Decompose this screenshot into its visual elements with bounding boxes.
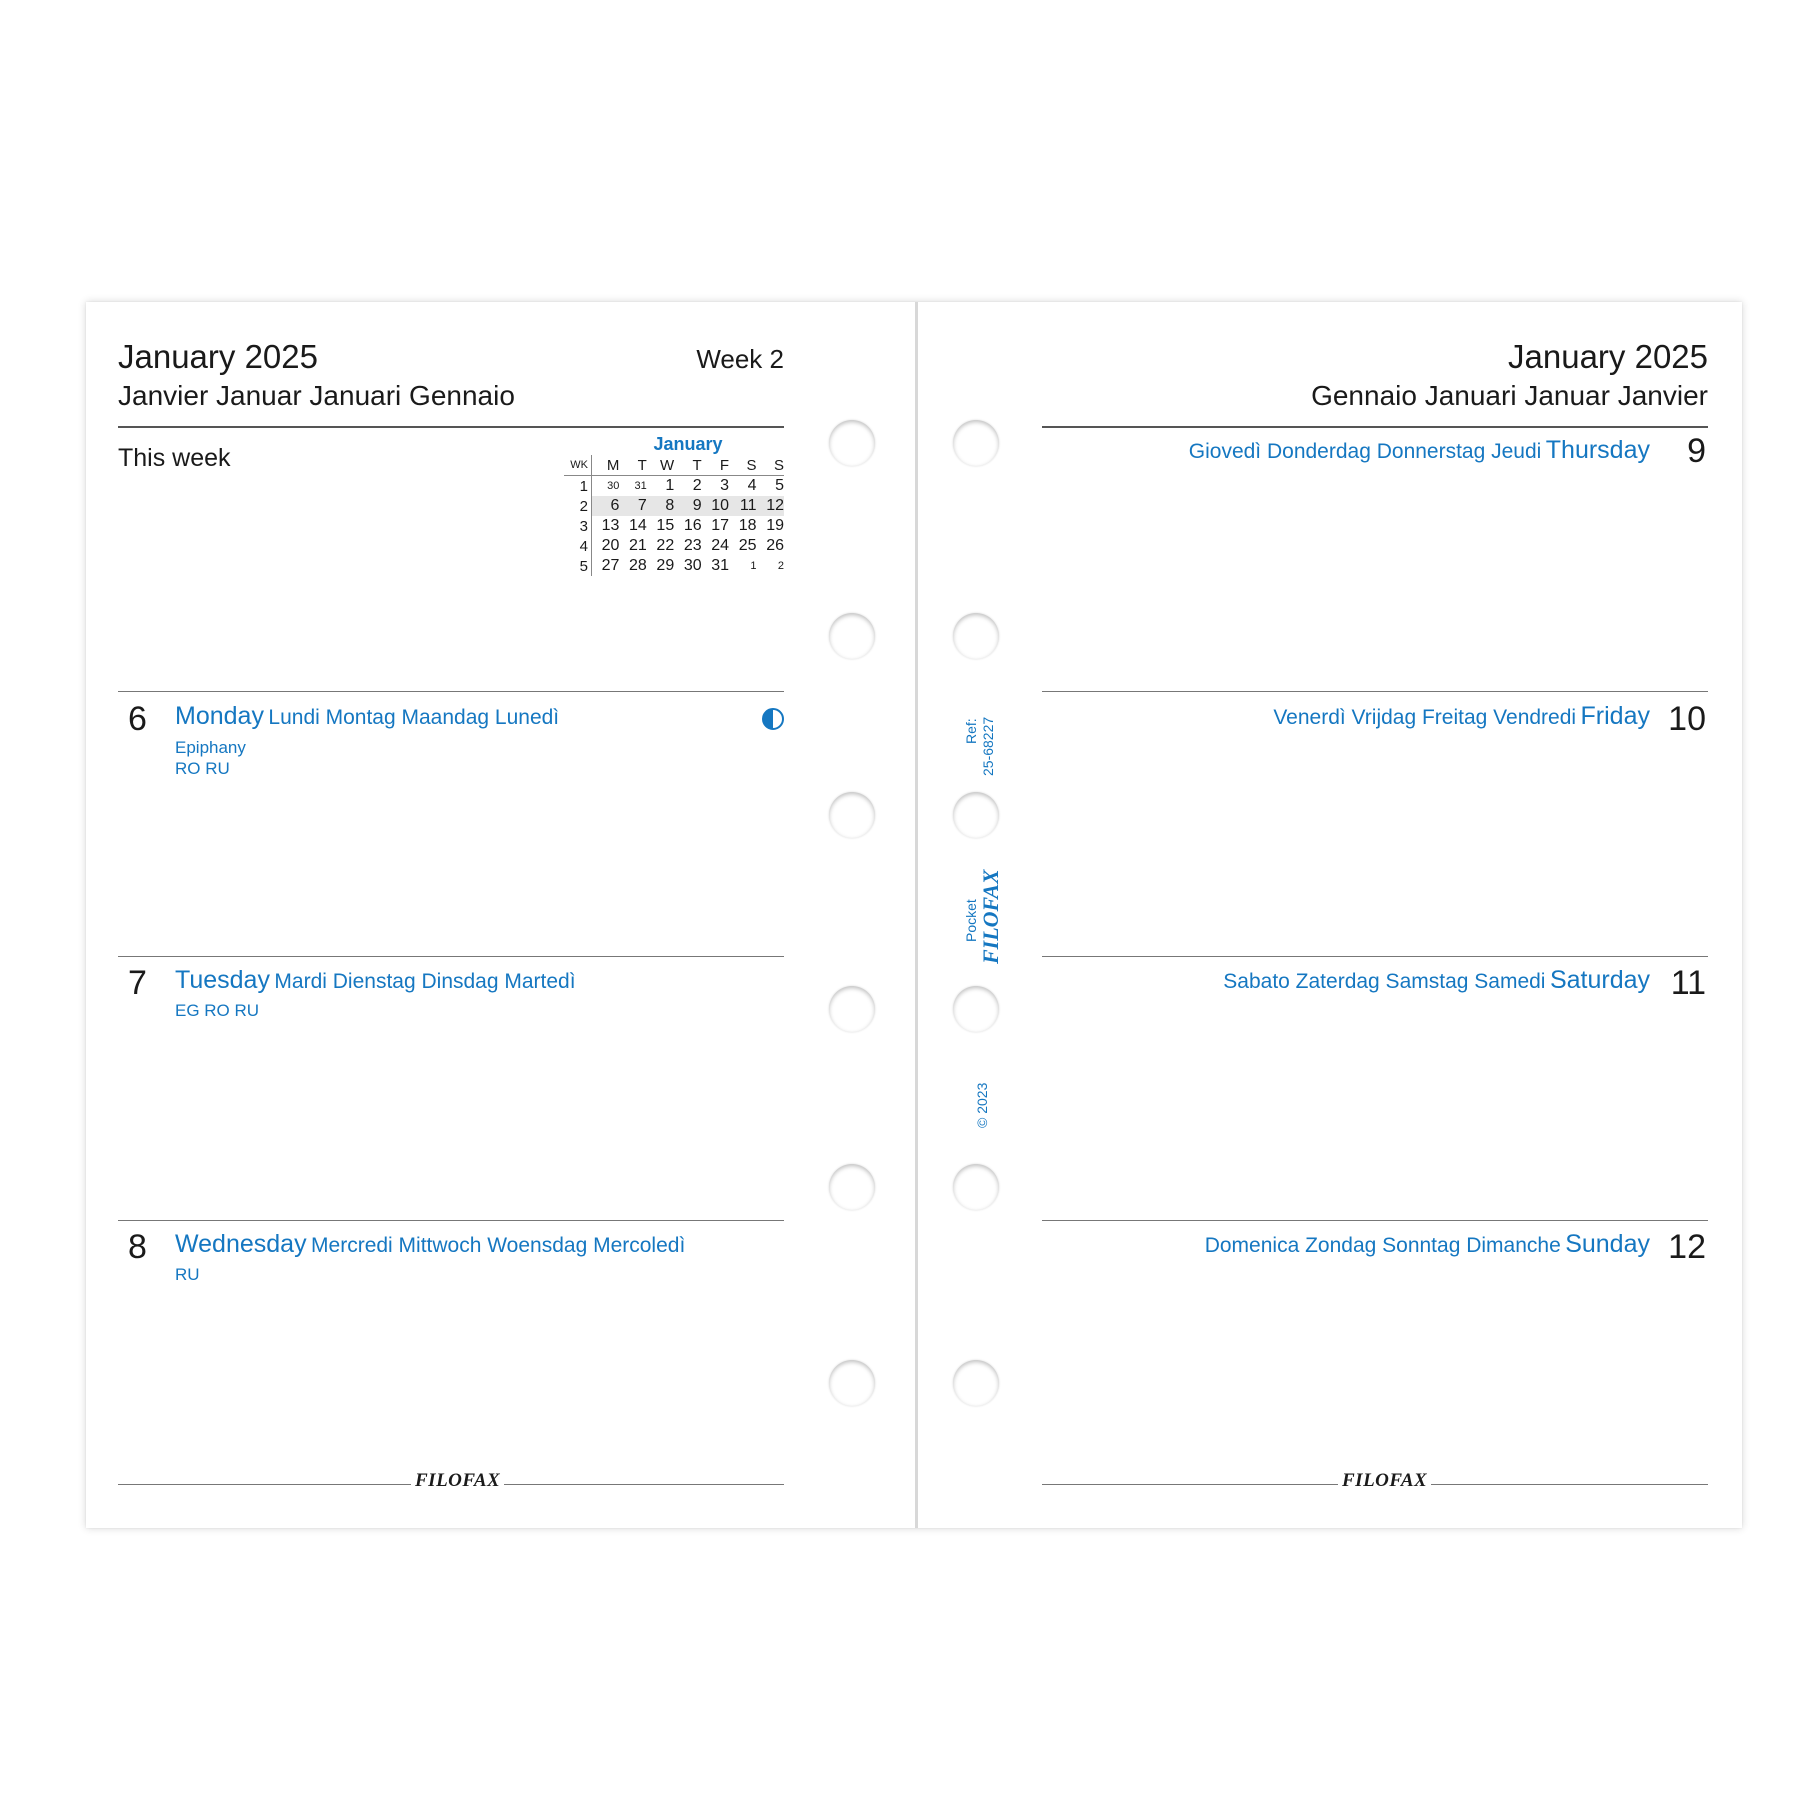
week-number: 5: [564, 556, 591, 576]
calendar-day: 6: [591, 496, 619, 516]
calendar-day: 1: [750, 560, 757, 572]
ring-hole: [953, 1164, 999, 1210]
day-name-tuesday: [175, 966, 576, 995]
right-page-title: January 2025: [1508, 338, 1708, 375]
mini-calendar-header: W: [647, 455, 674, 476]
week-label: Week 2: [696, 344, 784, 374]
day-name-translations: Mardi Dienstag Dinsdag Martedì: [274, 970, 576, 993]
calendar-day: 16: [683, 517, 702, 534]
calendar-day: 12: [756, 496, 784, 516]
day-number: 9: [1687, 432, 1706, 470]
calendar-day: 11: [729, 496, 756, 516]
calendar-day: 31: [711, 557, 730, 574]
day-note: EG RO RU: [175, 1001, 260, 1020]
mini-calendar-header: F: [702, 455, 729, 476]
mini-calendar-header: S: [756, 455, 784, 476]
day-name-thursday: [1189, 436, 1650, 465]
calendar-day: 4: [747, 477, 757, 494]
calendar-day: 26: [766, 537, 784, 554]
calendar-day: 5: [775, 477, 784, 494]
first-quarter-moon-icon: [762, 708, 784, 730]
day-note: RO RU: [175, 759, 230, 778]
day-number: 6: [128, 700, 147, 738]
mini-calendar-row: [564, 476, 784, 497]
calendar-day: 18: [738, 517, 757, 534]
filofax-logo: FILOFAX: [1338, 1470, 1431, 1492]
day-rule: [1042, 1220, 1708, 1221]
ring-hole: [829, 613, 875, 659]
week-number: 3: [564, 516, 591, 536]
day-name-english: Friday: [1580, 702, 1650, 730]
this-week-label: This week: [118, 444, 231, 472]
right-page: [918, 302, 1742, 1528]
filofax-logo: FILOFAX: [411, 1470, 504, 1492]
ring-hole: [829, 1164, 875, 1210]
calendar-day: 23: [683, 537, 702, 554]
calendar-day: 13: [601, 517, 620, 534]
week-number: 4: [564, 536, 591, 556]
day-name-english: Sunday: [1565, 1230, 1650, 1258]
calendar-day: 8: [647, 496, 674, 516]
mini-calendar-header: T: [674, 455, 701, 476]
day-rule: [1042, 691, 1708, 692]
day-number: 12: [1668, 1228, 1706, 1266]
calendar-day: 10: [702, 496, 729, 516]
day-number: 11: [1670, 964, 1706, 1002]
left-page: [86, 302, 915, 1528]
calendar-day: 3: [720, 477, 730, 494]
spine-filofax-logo: FILOFAX: [978, 869, 1003, 964]
mini-calendar: [564, 434, 784, 576]
day-rule: [118, 956, 784, 957]
day-name-english: Saturday: [1549, 966, 1650, 994]
day-name-translations: Giovedì Donderdag Donnerstag Jeudi: [1188, 440, 1542, 463]
day-rule: [118, 1220, 784, 1221]
day-rule: [118, 691, 784, 692]
calendar-day: 30: [683, 557, 702, 574]
day-name-english: Thursday: [1545, 436, 1650, 464]
calendar-day: 19: [766, 517, 784, 534]
day-name-english: Tuesday: [175, 966, 270, 994]
day-name-wednesday: [175, 1230, 685, 1259]
ring-hole: [953, 986, 999, 1032]
left-page-languages: Janvier Januar Januari Gennaio: [118, 380, 515, 411]
calendar-day: 25: [738, 537, 757, 554]
calendar-day: 15: [656, 517, 675, 534]
calendar-day: 20: [601, 537, 620, 554]
day-name-monday: [175, 702, 559, 731]
day-name-translations: Domenica Zondag Sonntag Dimanche: [1204, 1234, 1561, 1257]
day-number: 8: [128, 1228, 147, 1266]
calendar-day: 1: [665, 477, 675, 494]
mini-calendar-title: January: [653, 434, 723, 454]
copyright-text: © 2023: [974, 1082, 990, 1128]
mini-calendar-header: S: [729, 455, 756, 476]
day-number: 7: [128, 964, 147, 1002]
mini-calendar-header: M: [591, 455, 619, 476]
diary-spread: [86, 302, 1742, 1528]
week-number: 1: [564, 476, 591, 497]
ring-hole: [829, 792, 875, 838]
ref-code: 25-68227: [980, 716, 996, 776]
ring-hole: [829, 1360, 875, 1406]
calendar-day: 17: [711, 517, 730, 534]
calendar-day: 2: [777, 560, 784, 572]
mini-calendar-row: [564, 536, 784, 556]
right-page-languages: Gennaio Januari Januar Janvier: [1311, 380, 1708, 411]
mini-calendar-row: [564, 516, 784, 536]
day-note: RU: [175, 1265, 200, 1284]
calendar-day: 7: [619, 496, 646, 516]
mini-calendar-row-current-week: [564, 496, 784, 516]
calendar-day: 29: [656, 557, 675, 574]
header-rule: [1042, 426, 1708, 428]
calendar-day: 31: [634, 480, 647, 492]
day-name-saturday: [1223, 966, 1650, 995]
mini-calendar-header: T: [619, 455, 646, 476]
ring-hole: [829, 420, 875, 466]
calendar-day: 14: [629, 517, 647, 534]
day-name-translations: Venerdì Vrijdag Freitag Vendredi: [1273, 706, 1577, 729]
day-rule: [1042, 956, 1708, 957]
calendar-day: 2: [692, 477, 702, 494]
day-name-english: Wednesday: [175, 1230, 307, 1258]
day-name-sunday: [1205, 1230, 1650, 1259]
ring-hole: [953, 613, 999, 659]
calendar-day: 27: [601, 557, 620, 574]
week-number: 2: [564, 496, 591, 516]
day-note: Epiphany: [175, 738, 246, 757]
day-name-translations: Sabato Zaterdag Samstag Samedi: [1223, 970, 1546, 993]
calendar-day: 22: [656, 537, 675, 554]
mini-calendar-header: WK: [564, 455, 591, 476]
mini-calendar-grid: [564, 455, 784, 576]
day-number: 10: [1668, 700, 1706, 738]
mini-calendar-row: [564, 556, 784, 576]
day-name-friday: [1273, 702, 1650, 731]
left-page-title: January 2025: [118, 338, 318, 375]
ring-hole: [829, 986, 875, 1032]
calendar-day: 21: [629, 537, 647, 554]
ring-hole: [953, 1360, 999, 1406]
header-rule: [118, 426, 784, 428]
calendar-day: 9: [674, 496, 701, 516]
ring-hole: [953, 792, 999, 838]
calendar-day: 30: [607, 480, 620, 492]
calendar-day: 28: [629, 557, 647, 574]
ring-hole: [953, 420, 999, 466]
day-name-translations: Lundi Montag Maandag Lunedì: [268, 706, 560, 729]
size-label: Pocket: [963, 899, 979, 942]
day-name-english: Monday: [175, 702, 264, 730]
ref-label: Ref:: [963, 718, 979, 744]
calendar-day: 24: [711, 537, 730, 554]
day-name-translations: Mercredi Mittwoch Woensdag Mercoledì: [311, 1234, 686, 1257]
